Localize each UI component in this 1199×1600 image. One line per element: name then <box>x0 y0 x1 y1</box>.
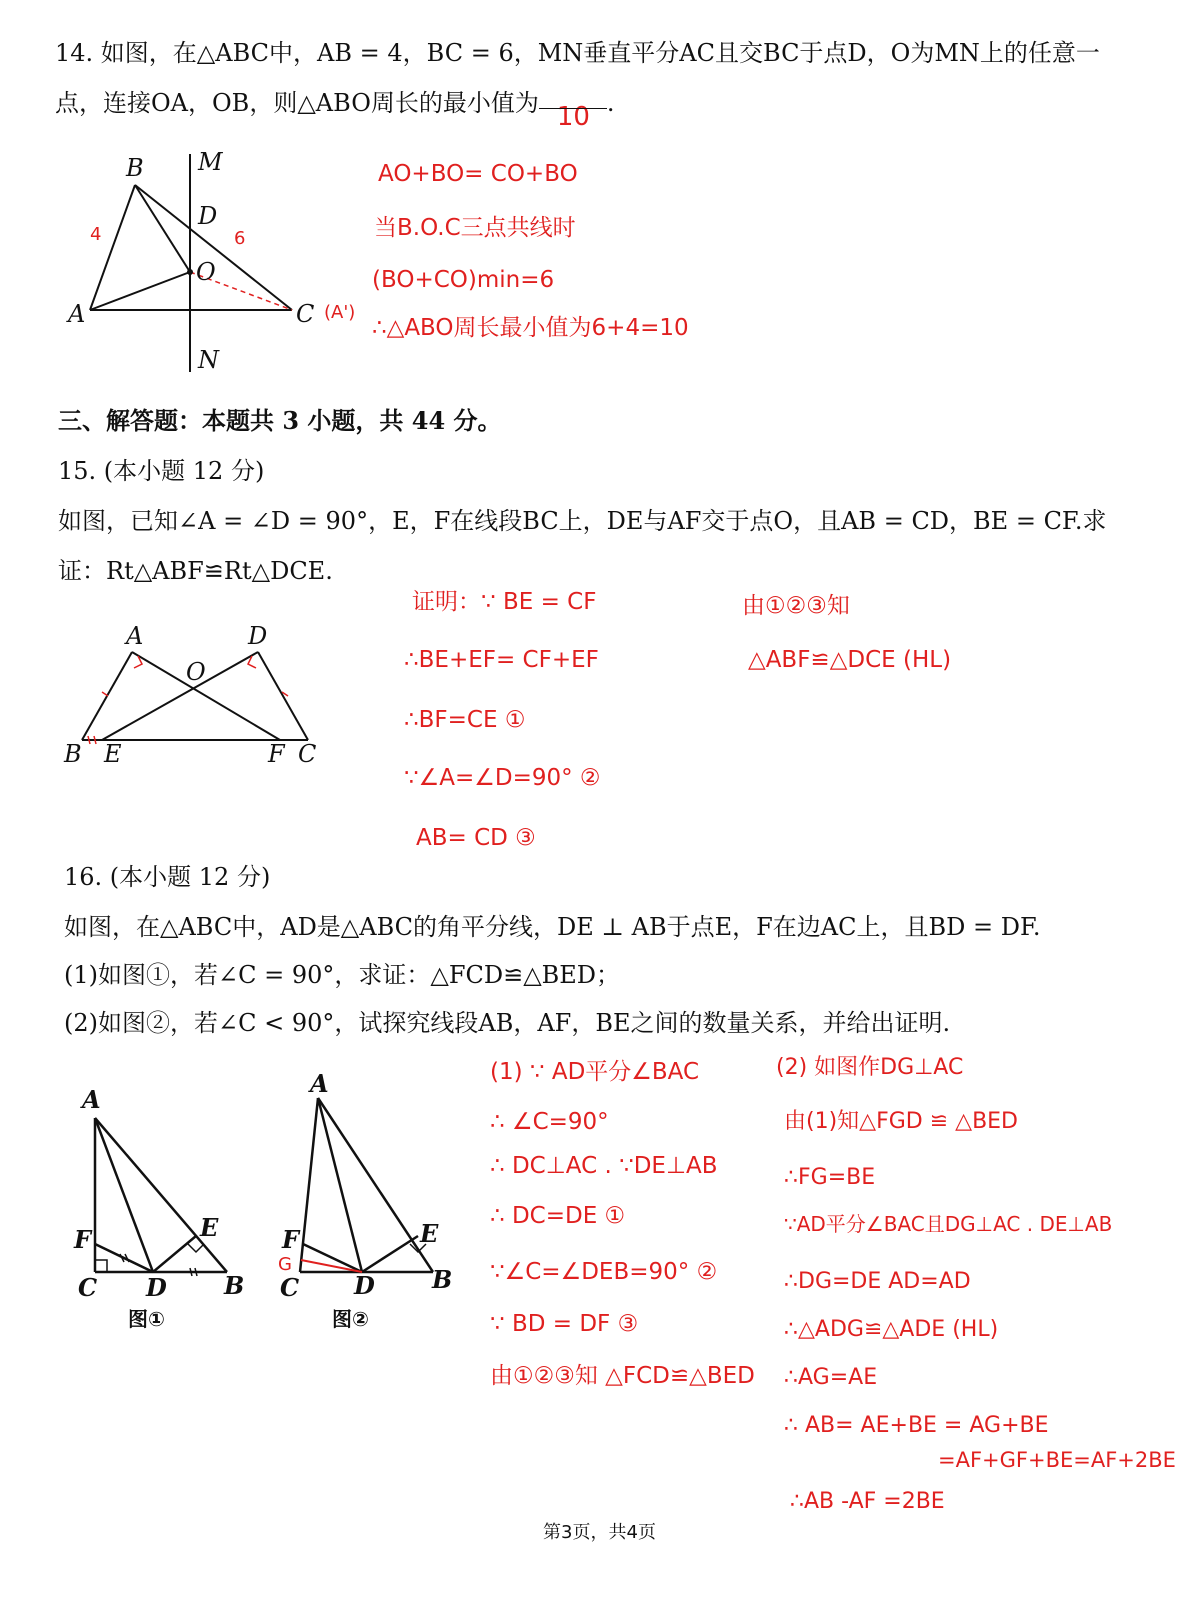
q15-text-line2: 证：Rt△ABF≌Rt△DCE. <box>58 557 333 585</box>
q14-text-line2-pre: 点，连接OA，OB，则△ABO周长的最小值为 <box>55 89 539 117</box>
q14-side-bc: 6 <box>234 228 246 249</box>
q16-fig1-label-F: F <box>74 1225 92 1254</box>
q16-part2-line4: ∵AD平分∠BAC且DG⊥AC . DE⊥AB <box>784 1212 1113 1236</box>
q16-part1-line1: (1) ∵ AD平分∠BAC <box>490 1059 700 1085</box>
q16-fig1-label-A: A <box>82 1085 101 1114</box>
q16-part1-line7: 由①②③知 △FCD≌△BED <box>490 1363 755 1389</box>
q16-fig2-label-G: G <box>278 1254 292 1275</box>
q16-fig1-caption: 图① <box>128 1307 165 1331</box>
q16-header: 16. (本小题 12 分) <box>64 863 271 891</box>
q16-part1-line2: ∴ ∠C=90° <box>490 1109 609 1135</box>
q14-label-N: N <box>198 346 219 374</box>
q14-solution-line4: ∴△ABO周长最小值为6+4=10 <box>372 315 689 341</box>
q16-part2-line8: ∴ AB= AE+BE = AG+BE <box>784 1413 1049 1438</box>
q16-fig2-label-B: B <box>432 1265 453 1294</box>
q14-label-C: C <box>296 300 315 328</box>
q16-figure-1 <box>70 1082 260 1342</box>
q14-label-B: B <box>126 154 144 182</box>
page-footer: 第3页，共4页 <box>543 1522 656 1543</box>
q16-part2-line2: 由(1)知△FGD ≌ △BED <box>784 1109 1018 1134</box>
q16-text-line3: (2)如图②，若∠C < 90°，试探究线段AB，AF，BE之间的数量关系，并给出证明. <box>64 1009 951 1037</box>
q16-fig2-label-F: F <box>282 1225 300 1254</box>
q15-proof-right-line2: △ABF≌△DCE (HL) <box>748 647 952 673</box>
q15-proof-line5: AB= CD ③ <box>416 825 536 851</box>
q14-solution-line2: 当B.O.C三点共线时 <box>374 215 576 241</box>
q16-part1-line4: ∴ DC=DE ① <box>490 1203 626 1229</box>
q16-part1-line3: ∴ DC⊥AC . ∵DE⊥AB <box>490 1153 718 1179</box>
q14-label-A: A <box>68 300 86 328</box>
q15-header: 15. (本小题 12 分) <box>58 457 265 485</box>
q14-c-prime: (A') <box>324 302 356 323</box>
q16-part2-line1: (2) 如图作DG⊥AC <box>776 1055 964 1080</box>
q16-part1-line6: ∵ BD = DF ③ <box>490 1311 639 1337</box>
q15-label-E: E <box>104 740 122 768</box>
q15-proof-line3: ∴BF=CE ① <box>404 707 526 733</box>
q16-part2-line7: ∴AG=AE <box>784 1365 878 1390</box>
q14-label-O: O <box>196 258 216 286</box>
q16-fig2-label-D: D <box>354 1271 375 1300</box>
q16-fig2-label-E: E <box>420 1219 439 1248</box>
q15-proof-line4: ∵∠A=∠D=90° ② <box>404 765 601 791</box>
q15-label-D: D <box>248 622 268 650</box>
q16-part2-line5: ∴DG=DE AD=AD <box>784 1269 971 1294</box>
q16-part2-line9: =AF+GF+BE=AF+2BE <box>938 1448 1176 1472</box>
q16-fig2-caption: 图② <box>332 1307 369 1331</box>
q16-part1-line5: ∵∠C=∠DEB=90° ② <box>490 1259 718 1285</box>
q16-fig2-label-A: A <box>310 1072 329 1098</box>
q16-part2-line3: ∴FG=BE <box>784 1165 876 1190</box>
q16-fig1-label-B: B <box>224 1271 245 1300</box>
q16-text-line1: 如图，在△ABC中，AD是△ABC的角平分线，DE ⊥ AB于点E，F在边AC上，且BD = DF. <box>64 913 1041 941</box>
q15-label-C: C <box>298 740 317 768</box>
q14-text-line2-post: . <box>606 89 615 117</box>
q16-part2-line10: ∴AB -AF =2BE <box>790 1489 945 1514</box>
q15-label-F: F <box>268 740 285 768</box>
q15-proof-line2: ∴BE+EF= CF+EF <box>404 647 599 673</box>
q14-text-line2 <box>55 88 615 132</box>
q15-proof-right-line1: 由①②③知 <box>742 593 850 619</box>
q15-label-A: A <box>126 622 144 650</box>
q16-fig1-label-C: C <box>78 1273 98 1302</box>
q16-fig2-label-C: C <box>280 1273 300 1302</box>
section3-title: 三、解答题：本题共 3 小题，共 44 分。 <box>58 406 502 435</box>
q14-side-ab: 4 <box>90 224 102 245</box>
q15-label-O: O <box>186 658 206 686</box>
q16-fig1-label-E: E <box>200 1213 219 1242</box>
q14-figure <box>60 140 380 380</box>
q16-text-line2: (1)如图①，若∠C = 90°，求证：△FCD≌△BED； <box>64 961 621 989</box>
q15-figure <box>58 620 338 770</box>
q14-solution-line3: (BO+CO)min=6 <box>372 267 555 293</box>
q15-proof-line1: 证明：∵ BE = CF <box>412 589 597 615</box>
q15-label-B: B <box>64 740 82 768</box>
q16-figure-2 <box>270 1072 470 1342</box>
q14-label-D: D <box>198 202 218 230</box>
q16-part2-line6: ∴△ADG≌△ADE (HL) <box>784 1317 999 1342</box>
q16-fig1-label-D: D <box>146 1273 167 1302</box>
q14-solution-line1: AO+BO= CO+BO <box>378 161 578 187</box>
q14-text-line1: 14. 如图，在△ABC中，AB = 4，BC = 6，MN垂直平分AC且交BC于点D，O为MN上的任意一 <box>55 39 1100 67</box>
q14-label-M: M <box>198 148 223 176</box>
q14-answer: 10 <box>556 102 590 132</box>
q15-text-line1: 如图，已知∠A = ∠D = 90°，E，F在线段BC上，DE与AF交于点O，且AB = CD，BE = CF.求 <box>58 507 1107 535</box>
